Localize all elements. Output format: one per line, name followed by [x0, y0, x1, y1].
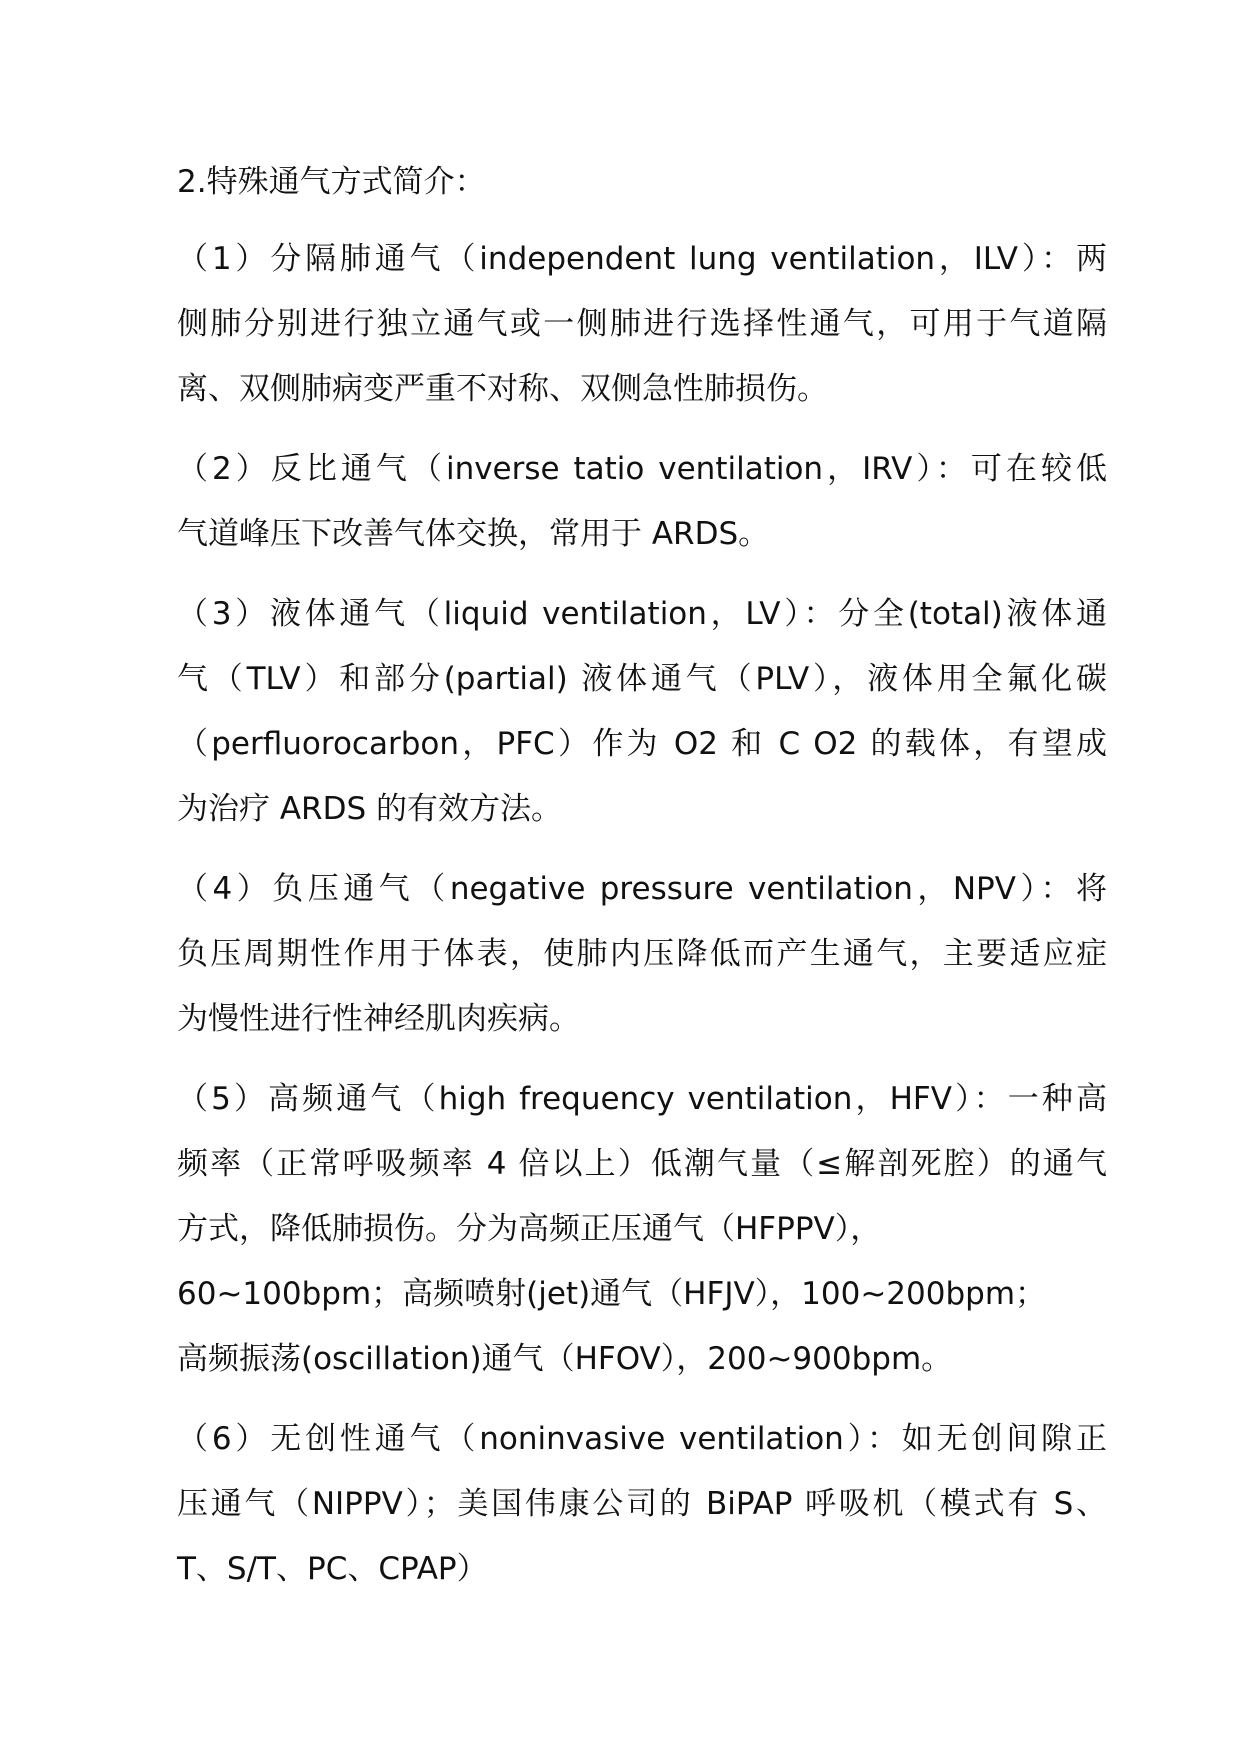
paragraph-line: 为慢性进行性神经肌肉疾病。	[177, 1001, 580, 1037]
paragraph-line: 侧肺分别进行独立通气或一侧肺进行选择性通气，可用于气道隔	[177, 306, 1107, 342]
paragraph-line: 频率（正常呼吸频率 4 倍以上）低潮气量（≤解剖死腔）的通气	[177, 1146, 1107, 1182]
paragraph-line: 气（TLV）和部分(partial) 液体通气（PLV），液体用全氟化碳	[177, 661, 1107, 697]
section-heading: 2.特殊通气方式简介：	[177, 164, 486, 200]
paragraph-line: 气道峰压下改善气体交换，常用于 ARDS。	[177, 516, 770, 552]
paragraph-line: 压通气（NIPPV）；美国伟康公司的 BiPAP 呼吸机（模式有 S、	[177, 1486, 1107, 1522]
paragraph-npv	[177, 857, 1107, 1052]
document-page	[177, 150, 1107, 1617]
paragraph-ilv	[177, 227, 1107, 422]
paragraph-line: 60~100bpm；高频喷射(jet)通气（HFJV），100~200bpm；	[177, 1276, 1047, 1312]
paragraph-niv	[177, 1407, 1107, 1602]
paragraph-line: 高频振荡(oscillation)通气（HFOV），200~900bpm。	[177, 1341, 953, 1377]
paragraph-line: 为治疗 ARDS 的有效方法。	[177, 791, 563, 827]
paragraph-line: （6）无创性通气（noninvasive ventilation）：如无创间隙正	[177, 1421, 1107, 1457]
paragraph-line: （5）高频通气（high frequency ventilation，HFV）：一种高	[177, 1081, 1107, 1117]
paragraph-line: （4）负压通气（negative pressure ventilation，NPV）：将	[177, 871, 1107, 907]
paragraph-line: （1）分隔肺通气（independent lung ventilation，ILV）：两	[177, 241, 1107, 277]
paragraph-line: （3）液体通气（liquid ventilation，LV）：分全(total)液体通	[177, 596, 1107, 632]
paragraph-line: 方式，降低肺损伤。分为高频正压通气（HFPPV），	[177, 1211, 882, 1247]
paragraph-line: （perfluorocarbon，PFC）作为 O2 和 C O2 的载体，有望成	[177, 726, 1107, 762]
paragraph-line: （2）反比通气（inverse tatio ventilation，IRV）：可在较低	[177, 451, 1107, 487]
paragraph-hfv	[177, 1067, 1107, 1392]
paragraph-line: T、S/T、PC、CPAP）	[177, 1551, 488, 1587]
paragraph-line: 离、双侧肺病变严重不对称、双侧急性肺损伤。	[177, 371, 828, 407]
paragraph-lv	[177, 582, 1107, 842]
paragraph-irv	[177, 437, 1107, 567]
paragraph-line: 负压周期性作用于体表，使肺内压降低而产生通气，主要适应症	[177, 936, 1107, 972]
